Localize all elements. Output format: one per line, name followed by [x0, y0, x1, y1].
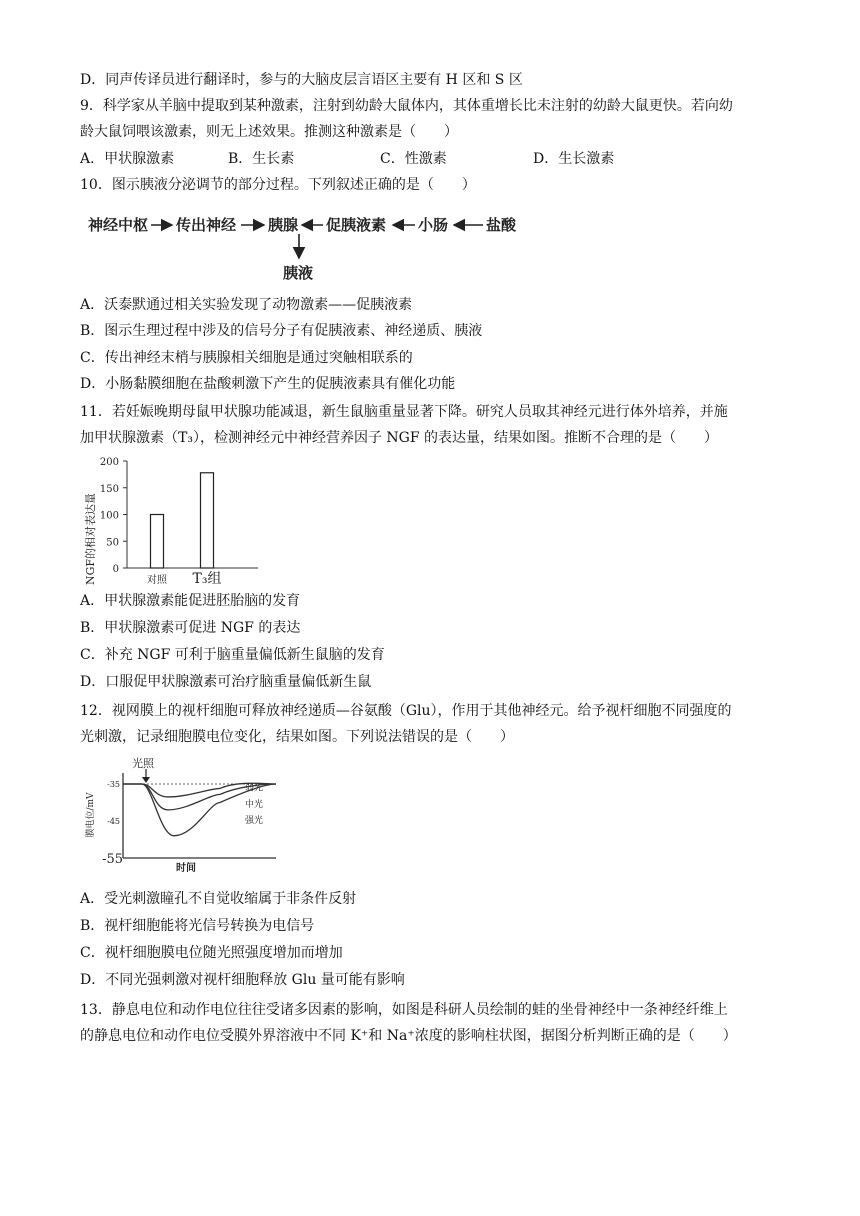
q9-options: [80, 148, 800, 168]
q9-option-a: A．甲状腺激素: [80, 151, 175, 167]
mp-series-label: 中光: [245, 799, 264, 810]
mp-y-tick-label: -45: [107, 817, 120, 826]
q13-stem-line1: 13．静息电位和动作电位往往受诸多因素的影响，如图是科研人员绘制的蛙的坐骨神经中一条神经纤维上: [80, 1002, 728, 1018]
q10-option-d: D．小肠黏膜细胞在盐酸刺激下产生的促胰液素具有催化功能: [80, 376, 456, 392]
q11-option-a: A．甲状腺激素能促进胚胎脑的发育: [80, 593, 301, 609]
q12-stem-line2: 光刺激，记录细胞膜电位变化，结果如图。下列说法错误的是（ ）: [80, 729, 514, 745]
ngf-y-tick-label: 150: [99, 483, 119, 495]
q12-option-d: D．不同光强刺激对视杆细胞释放 Glu 量可能有影响: [80, 972, 405, 988]
ngf-y-axis-label: NGF的相对表达量: [84, 492, 97, 586]
q9-option-c: C．性激素: [380, 151, 447, 167]
membrane-potential-chart: [80, 755, 290, 880]
mp-series-label: 弱光: [245, 783, 264, 794]
mp-y-axis-label: 膜电位/mV: [86, 792, 96, 838]
q12-option-a: A．受光刺激瞳孔不自觉收缩属于非条件反射: [80, 891, 357, 907]
ngf-y-tick-label: 50: [106, 537, 119, 549]
diagram-node-pancreatic-juice: 胰液: [283, 264, 314, 282]
diagram-node-efferent-nerve: 传出神经: [176, 216, 237, 234]
mp-series-label: 强光: [245, 816, 264, 827]
ngf-category-label: T₃组: [192, 571, 222, 587]
ngf-bar-chart: [80, 455, 270, 590]
ngf-y-tick-label: 0: [112, 564, 119, 575]
mp-light-annotation: 光照: [132, 757, 154, 770]
q11-option-d: D．口服促甲状腺激素可治疗脑重量偏低新生鼠: [80, 674, 372, 690]
q8-option-d: D．同声传译员进行翻译时，参与的大脑皮层言语区主要有 H 区和 S 区: [80, 72, 523, 88]
q10-option-b: B．图示生理过程中涉及的信号分子有促胰液素、神经递质、胰液: [80, 323, 483, 339]
q11-option-b: B．甲状腺激素可促进 NGF 的表达: [80, 620, 301, 636]
mp-x-axis-label: 时间: [176, 863, 196, 874]
q11-option-c: C．补充 NGF 可利于脑重量偏低新生鼠脑的发育: [80, 647, 385, 663]
q11-stem-line2: 加甲状腺激素（T₃），检测神经元中神经营养因子 NGF 的表达量，结果如图。推断不合理的是（ ）: [80, 430, 718, 446]
q10-option-a: A．沃泰默通过相关实验发现了动物激素——促胰液素: [80, 297, 413, 313]
q9-option-d: D．生长激素: [533, 151, 615, 167]
ngf-bar: [201, 473, 214, 568]
q12-option-c: C．视杆细胞膜电位随光照强度增加而增加: [80, 945, 343, 961]
diagram-node-secretin: 促胰液素: [326, 216, 387, 234]
q9-option-b: B．生长素: [228, 151, 295, 167]
ngf-category-label: 对照: [147, 575, 167, 586]
ngf-y-tick-label: 200: [99, 457, 119, 468]
q12-stem-line1: 12．视网膜上的视杆细胞可释放神经递质—谷氨酸（Glu），作用于其他神经元。给予视杆细胞不同强度的: [80, 703, 732, 719]
diagram-node-nerve-center: 神经中枢: [88, 216, 149, 234]
mp-y-tick-label: -55: [102, 852, 123, 867]
q10-flow-diagram: [88, 204, 548, 284]
diagram-node-pancreas: 胰腺: [268, 216, 299, 234]
ngf-y-tick-label: 100: [99, 510, 119, 522]
diagram-node-small-intestine: 小肠: [418, 216, 449, 234]
q10-option-c: C．传出神经末梢与胰腺相关细胞是通过突触相联系的: [80, 350, 413, 366]
q12-option-b: B．视杆细胞能将光信号转换为电信号: [80, 918, 315, 934]
mp-y-tick-label: -35: [107, 780, 120, 789]
ngf-bar: [151, 515, 164, 569]
diagram-node-hydrochloric-acid: 盐酸: [486, 216, 517, 234]
light-onset-arrowhead: [142, 777, 150, 783]
q11-stem-line1: 11．若妊娠晚期母鼠甲状腺功能减退，新生鼠脑重量显著下降。研究人员取其神经元进行体外培养，并施: [80, 404, 728, 420]
q9-stem-line1: 9．科学家从羊脑中提取到某种激素，注射到幼龄大鼠体内，其体重增长比未注射的幼龄大鼠更快。若向幼: [80, 98, 733, 114]
q13-stem-line2: 的静息电位和动作电位受膜外界溶液中不同 K⁺和 Na⁺浓度的影响柱状图，据图分析判断正确的是（ ）: [80, 1028, 737, 1044]
q10-stem: 10．图示胰液分泌调节的部分过程。下列叙述正确的是（ ）: [80, 177, 476, 193]
q9-stem-line2: 龄大鼠饲喂该激素，则无上述效果。推测这种激素是（ ）: [80, 124, 458, 140]
